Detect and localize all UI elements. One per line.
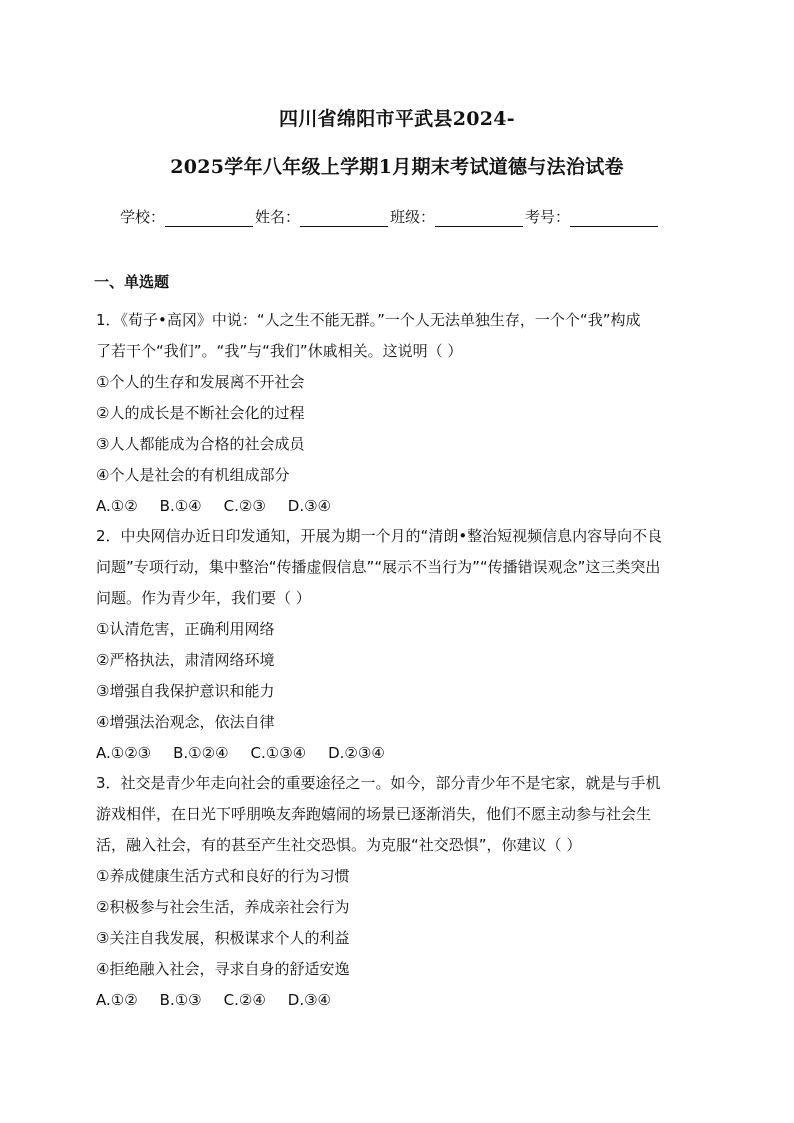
student-info-row [120, 203, 680, 227]
q3-options [96, 990, 706, 1010]
q2-options [96, 743, 706, 763]
q2-statement-4: ④增强法治观念，依法自律 [96, 713, 275, 731]
q1-option-c: C.②③ [223, 497, 266, 515]
school-blank [165, 208, 253, 227]
number-field [525, 206, 660, 227]
number-label: 考号： [525, 208, 571, 226]
q3-option-b: B.①③ [159, 991, 202, 1009]
school-label: 学校： [120, 208, 166, 226]
q1-options [96, 496, 706, 516]
name-label: 姓名： [255, 208, 301, 226]
q2-option-d: D.②③④ [328, 744, 385, 762]
class-field [390, 206, 525, 227]
q3-option-a: A.①② [96, 991, 138, 1009]
q1-statement-3: ③人人都能成为合格的社会成员 [96, 435, 305, 453]
q1-statement-4: ④个人是社会的有机组成部分 [96, 466, 290, 484]
q1-option-a: A.①② [96, 497, 138, 515]
q1-option-b: B.①④ [159, 497, 202, 515]
q3-statement-2: ②积极参与社会生活，养成亲社会行为 [96, 898, 350, 916]
section-title: 一、单选题 [94, 273, 170, 291]
q3-stem-line-3: 活，融入社会，有的甚至产生社交恐惧。为克服“社交恐惧”，你建议（ ） [96, 836, 582, 854]
q1-stem-line-1: 1．《荀子•高冈》中说：“人之生不能无群。”一个人无法单独生存，一个个“我”构成 [96, 311, 641, 329]
exam-title-line-2: 2025学年八年级上学期1月期末考试道德与法治试卷 [170, 156, 624, 178]
class-label: 班级： [390, 208, 436, 226]
q1-stem-line-2: 了若干个“我们”。“我”与“我们”休戚相关。这说明（ ） [96, 342, 463, 360]
q3-statement-3: ③关注自我发展，积极谋求个人的利益 [96, 929, 350, 947]
q3-statement-4: ④拒绝融入社会，寻求自身的舒适安逸 [96, 960, 350, 978]
q2-option-a: A.①②③ [96, 744, 152, 762]
q3-option-d: D.③④ [287, 991, 331, 1009]
q3-stem-line-1: 3．社交是青少年走向社会的重要途径之一。如今，部分青少年不是宅家，就是与手机 [96, 774, 661, 792]
name-field [255, 206, 390, 227]
q1-statement-1: ①个人的生存和发展离不开社会 [96, 373, 305, 391]
class-blank [435, 208, 523, 227]
q2-stem-line-3: 问题。作为青少年，我们要（ ） [96, 589, 311, 607]
q1-option-d: D.③④ [287, 497, 331, 515]
number-blank [570, 208, 658, 227]
q2-option-c: C.①③④ [250, 744, 307, 762]
school-field [120, 206, 255, 227]
q3-statement-1: ①养成健康生活方式和良好的行为习惯 [96, 867, 350, 885]
q2-stem-line-2: 问题”专项行动，集中整治“传播虚假信息”“展示不当行为”“传播错误观念”这三类突出 [96, 558, 661, 576]
q2-statement-3: ③增强自我保护意识和能力 [96, 682, 275, 700]
q2-statement-1: ①认清危害，正确利用网络 [96, 620, 275, 638]
q2-option-b: B.①②④ [173, 744, 229, 762]
q3-option-c: C.②④ [223, 991, 266, 1009]
q1-statement-2: ②人的成长是不断社会化的过程 [96, 404, 305, 422]
q2-statement-2: ②严格执法，肃清网络环境 [96, 651, 275, 669]
exam-title-line-1: 四川省绵阳市平武县2024- [279, 108, 515, 130]
q3-stem-line-2: 游戏相伴，在日光下呼朋唤友奔跑嬉闹的场景已逐渐消失，他们不愿主动参与社会生 [96, 805, 652, 823]
q2-stem-line-1: 2．中央网信办近日印发通知，开展为期一个月的“清朗•整治短视频信息内容导向不良 [96, 527, 663, 545]
name-blank [300, 208, 388, 227]
